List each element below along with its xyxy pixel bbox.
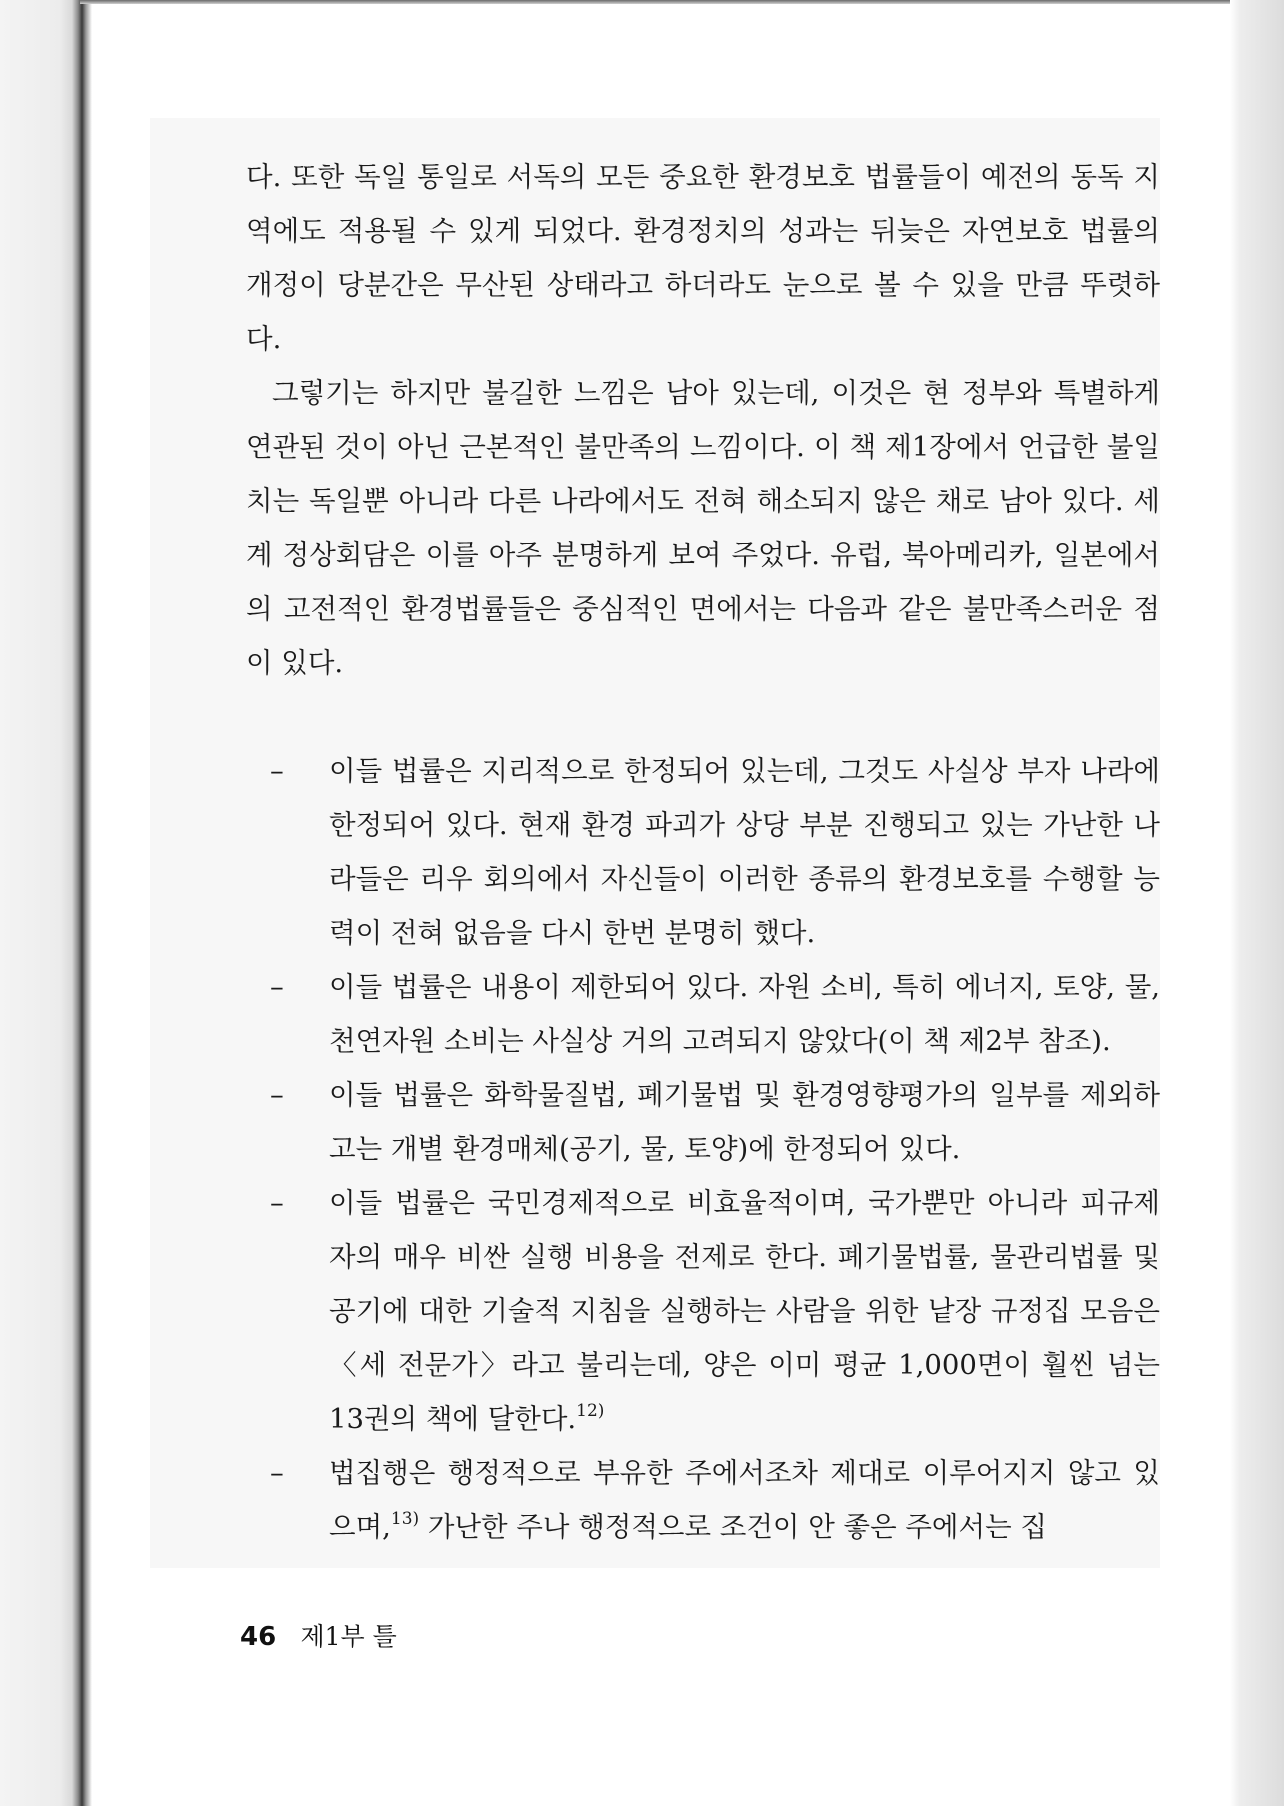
page-footer (240, 1617, 397, 1653)
footnote-marker-12: 12) (576, 1401, 605, 1421)
paragraph-1: 다. 또한 독일 통일로 서독의 모든 중요한 환경보호 법률들이 예전의 동독 지역에도 적용될 수 있게 되었다. 환경정치의 성과는 뒤늦은 자연보호 법률의 개정이 당분간은 무산된 상태라고 하더라도 눈으로 볼 수 있을 만큼 뚜렷하다. (246, 161, 1160, 355)
dash-bullet: – (270, 1457, 284, 1489)
list-item-text: 이들 법률은 내용이 제한되어 있다. 자원 소비, 특히 에너지, 토양, 물, 천연자원 소비는 사실상 거의 고려되지 않았다(이 책 제2부 참조). (329, 971, 1160, 1057)
list-item (270, 960, 1160, 1068)
page-right-edge (1230, 0, 1284, 1806)
list-item (270, 1446, 1160, 1554)
list-item-text: 법집행은 행정적으로 부유한 주에서조차 제대로 이루어지지 않고 있으며, (329, 1457, 1160, 1543)
dash-bullet: – (270, 1187, 284, 1219)
list-item-text: 이들 법률은 지리적으로 한정되어 있는데, 그것도 사실상 부자 나라에 한정되어 있다. 현재 환경 파괴가 상당 부분 진행되고 있는 가난한 나라들은 리우 회의에서 자신들이 이러한 종류의 환경보호를 수행할 능력이 전혀 없음을 다시 한번 분명히 했다. (329, 755, 1160, 949)
book-spine-shadow (0, 0, 92, 1806)
page-top-edge (80, 0, 1230, 4)
paragraph-2: 그렇기는 하지만 불길한 느낌은 남아 있는데, 이것은 현 정부와 특별하게 연관된 것이 아닌 근본적인 불만족의 느낌이다. 이 책 제1장에서 언급한 불일치는 독일뿐 아니라 다른 나라에서도 전혀 해소되지 않은 채로 남아 있다. 세계 정상회담은 이를 아주 분명하게 보여 주었다. 유럽, 북아메리카, 일본에서의 고전적인 환경법률들은 중심적인 면에서는 다음과 같은 불만족스러운 점이 있다. (246, 377, 1160, 679)
page-number: 46 (240, 1622, 277, 1652)
dash-bullet: – (270, 971, 284, 1003)
footnote-marker-13: 13) (390, 1509, 420, 1529)
dash-bullet: – (270, 755, 284, 787)
list-item (270, 1176, 1160, 1446)
list-item (270, 744, 1160, 960)
running-footer-section: 제1부 틀 (300, 1622, 397, 1651)
list-item-text: 이들 법률은 화학물질법, 폐기물법 및 환경영향평가의 일부를 제외하고는 개별 환경매체(공기, 물, 토양)에 한정되어 있다. (329, 1079, 1160, 1165)
list-item-text-continued: 가난한 주나 행정적으로 조건이 안 좋은 주에서는 집 (419, 1511, 1047, 1543)
bullet-list (246, 744, 1160, 1554)
list-item-text: 이들 법률은 국민경제적으로 비효율적이며, 국가뿐만 아니라 피규제자의 매우 비싼 실행 비용을 전제로 한다. 폐기물법률, 물관리법률 및 공기에 대한 기술적 지침을 실행하는 사람을 위한 낱장 규정집 모음은 〈세 전문가〉라고 불리는데, 양은 이미 평균 1,000면이 훨씬 넘는 13권의 책에 달한다. (329, 1187, 1160, 1435)
body-text (246, 150, 1160, 1554)
dash-bullet: – (270, 1079, 284, 1111)
list-item (270, 1068, 1160, 1176)
